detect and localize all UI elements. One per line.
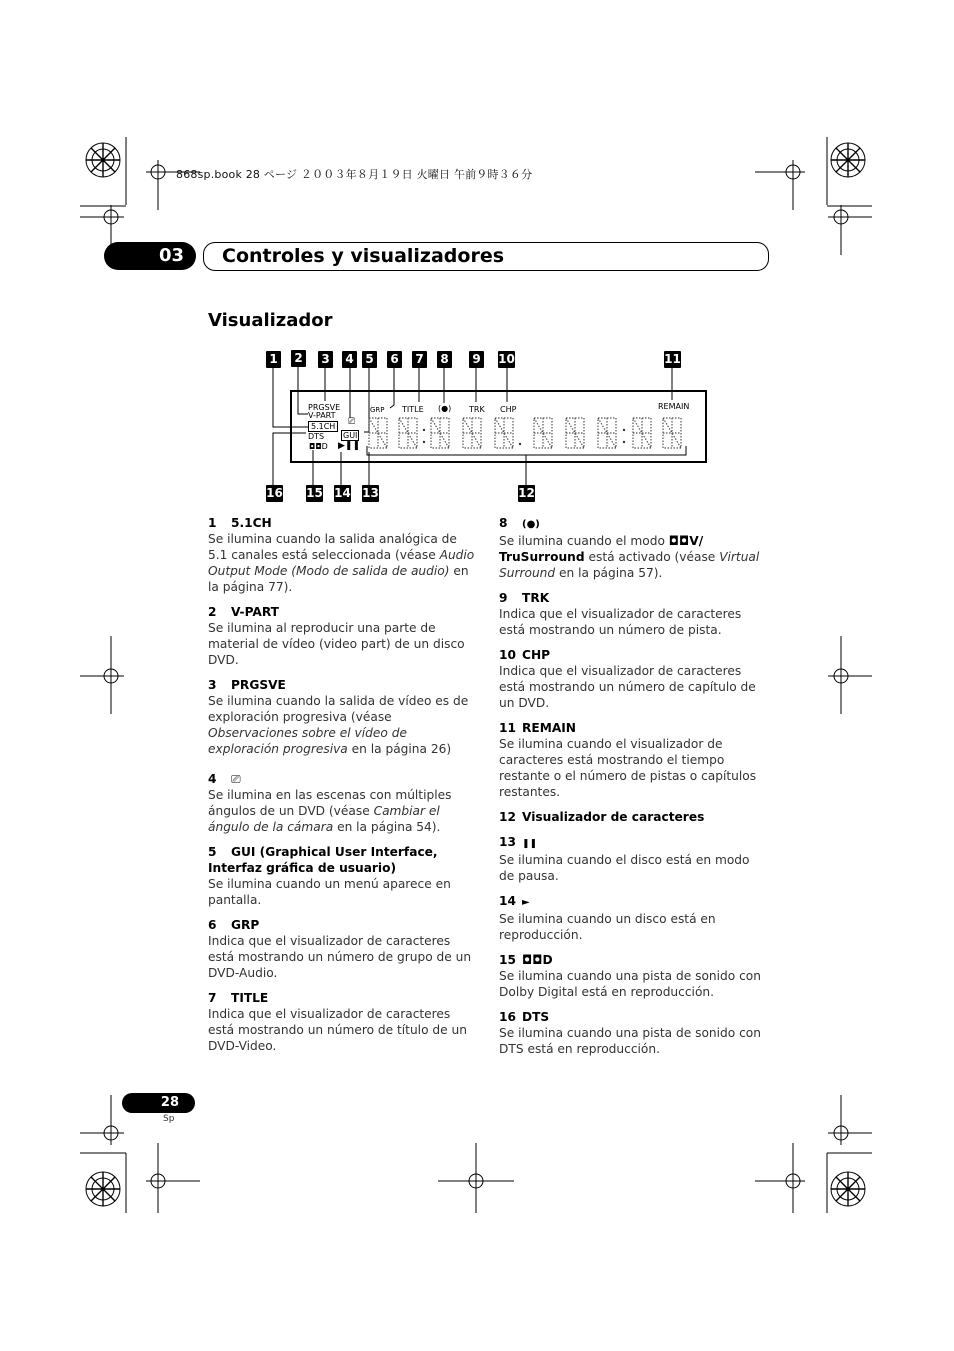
callout-2: 2 xyxy=(291,350,306,367)
callout-14: 14 xyxy=(334,486,351,500)
list-item: 1 5.1CH Se ilumina cuando la salida analógica de 5.1 canales está seleccionada (véase Audio Output Mode (Modo de salida de audio) en la página 77). xyxy=(208,516,475,594)
list-item: 15 ◘◘D Se ilumina cuando una pista de sonido con Dolby Digital está en reproducción. xyxy=(499,953,761,999)
callout-6: 6 xyxy=(387,351,402,368)
chapter-number-badge: 03 xyxy=(104,242,196,270)
vpart-indicator: V-PART xyxy=(308,411,336,420)
callout-7: 7 xyxy=(412,351,427,368)
camera-angle-icon: ⎚ xyxy=(348,417,356,427)
book-header-line: 868sp.book 28 ページ ２００３年８月１９日 火曜日 午前９時３６分 xyxy=(176,168,533,181)
dts-indicator: DTS xyxy=(308,432,325,441)
list-item: 8 (●) Se ilumina cuando el modo ◘◘V/ TruSurround está activado (véase Virtual Surround en la página 57). xyxy=(499,516,760,580)
dolby-digital-icon: ◘◘ xyxy=(522,953,543,967)
pause-icon: ❚❚ xyxy=(522,839,538,849)
list-item: 12 Visualizador de caracteres xyxy=(499,810,705,824)
remain-indicator: REMAIN xyxy=(658,402,690,411)
title-indicator: TITLE xyxy=(402,405,424,414)
ch51-indicator: 5.1CH xyxy=(308,421,338,432)
play-icon: ► xyxy=(522,897,530,908)
trk-indicator: TRK xyxy=(469,405,485,414)
section-title: Visualizador xyxy=(208,310,333,331)
description-column-left xyxy=(208,515,476,1063)
list-item: 11 REMAIN Se ilumina cuando el visualizador de caracteres está mostrando el tiempo restante o el número de pistas o capítulos restantes. xyxy=(499,721,757,799)
callout-8: 8 xyxy=(437,351,452,368)
callout-3: 3 xyxy=(318,351,333,368)
list-item: 9 TRK Indica que el visualizador de caracteres está mostrando un número de pista. xyxy=(499,591,742,637)
callout-13: 13 xyxy=(362,486,379,500)
description-column-right xyxy=(499,515,767,1066)
list-item: 4 ⎚ Se ilumina en las escenas con múltiples ángulos de un DVD (véase Cambiar el ángulo de la cámara en la página 54). xyxy=(208,772,452,834)
play-pause-indicator: ▶❚❚ xyxy=(338,441,361,451)
prgsve-indicator: PRGSVE xyxy=(308,403,341,412)
list-item: 13 ❚❚ Se ilumina cuando el disco está en modo de pausa. xyxy=(499,835,750,883)
list-item: 2 V-PART Se ilumina al reproducir una parte de material de vídeo (video part) de un disco DVD. xyxy=(208,605,465,667)
callout-4: 4 xyxy=(342,351,357,368)
surround-indicator-icon: (●) xyxy=(438,404,452,413)
list-item: 5 GUI (Graphical User Interface, Interfaz gráfica de usuario) Se ilumina cuando un menú aparece en pantalla. xyxy=(208,845,451,907)
callout-11: 11 xyxy=(664,352,681,366)
callout-9: 9 xyxy=(469,351,484,368)
callout-15: 15 xyxy=(306,486,323,500)
dolby-d-indicator: ◘◘D xyxy=(309,442,328,451)
camera-angle-icon: ⎚ xyxy=(231,772,241,786)
grp-indicator: GRP xyxy=(370,406,385,414)
character-display-segments xyxy=(368,416,690,454)
list-item: 10 CHP Indica que el visualizador de caracteres está mostrando un número de capítulo de un DVD. xyxy=(499,648,756,710)
list-item: 16 DTS Se ilumina cuando una pista de sonido con DTS está en reproducción. xyxy=(499,1010,761,1056)
gui-indicator: GUI xyxy=(343,431,358,440)
chapter-title: Controles y visualizadores xyxy=(222,245,505,267)
chp-indicator: CHP xyxy=(500,405,517,414)
callout-1: 1 xyxy=(266,351,281,368)
callout-16: 16 xyxy=(266,486,283,500)
callout-5: 5 xyxy=(362,351,377,368)
page-language: Sp xyxy=(163,1114,175,1124)
page-number-badge: 28 xyxy=(122,1093,195,1113)
list-item: 14 ► Se ilumina cuando un disco está en reproducción. xyxy=(499,894,716,942)
dolby-v-icon: ◘◘ xyxy=(668,534,690,548)
list-item: 6 GRP Indica que el visualizador de caracteres está mostrando un número de grupo de un DVD-Audio. xyxy=(208,918,472,980)
front-panel-display xyxy=(290,390,707,463)
list-item: 3 PRGSVE Se ilumina cuando la salida de vídeo es de exploración progresiva (véase Observaciones sobre el vídeo de exploración progresiva en la página 26) xyxy=(208,678,469,756)
callout-10: 10 xyxy=(498,352,515,366)
list-item: 7 TITLE Indica que el visualizador de caracteres está mostrando un número de título de un DVD-Video. xyxy=(208,991,467,1053)
callout-12: 12 xyxy=(518,486,535,500)
surround-icon: (●) xyxy=(522,519,540,530)
